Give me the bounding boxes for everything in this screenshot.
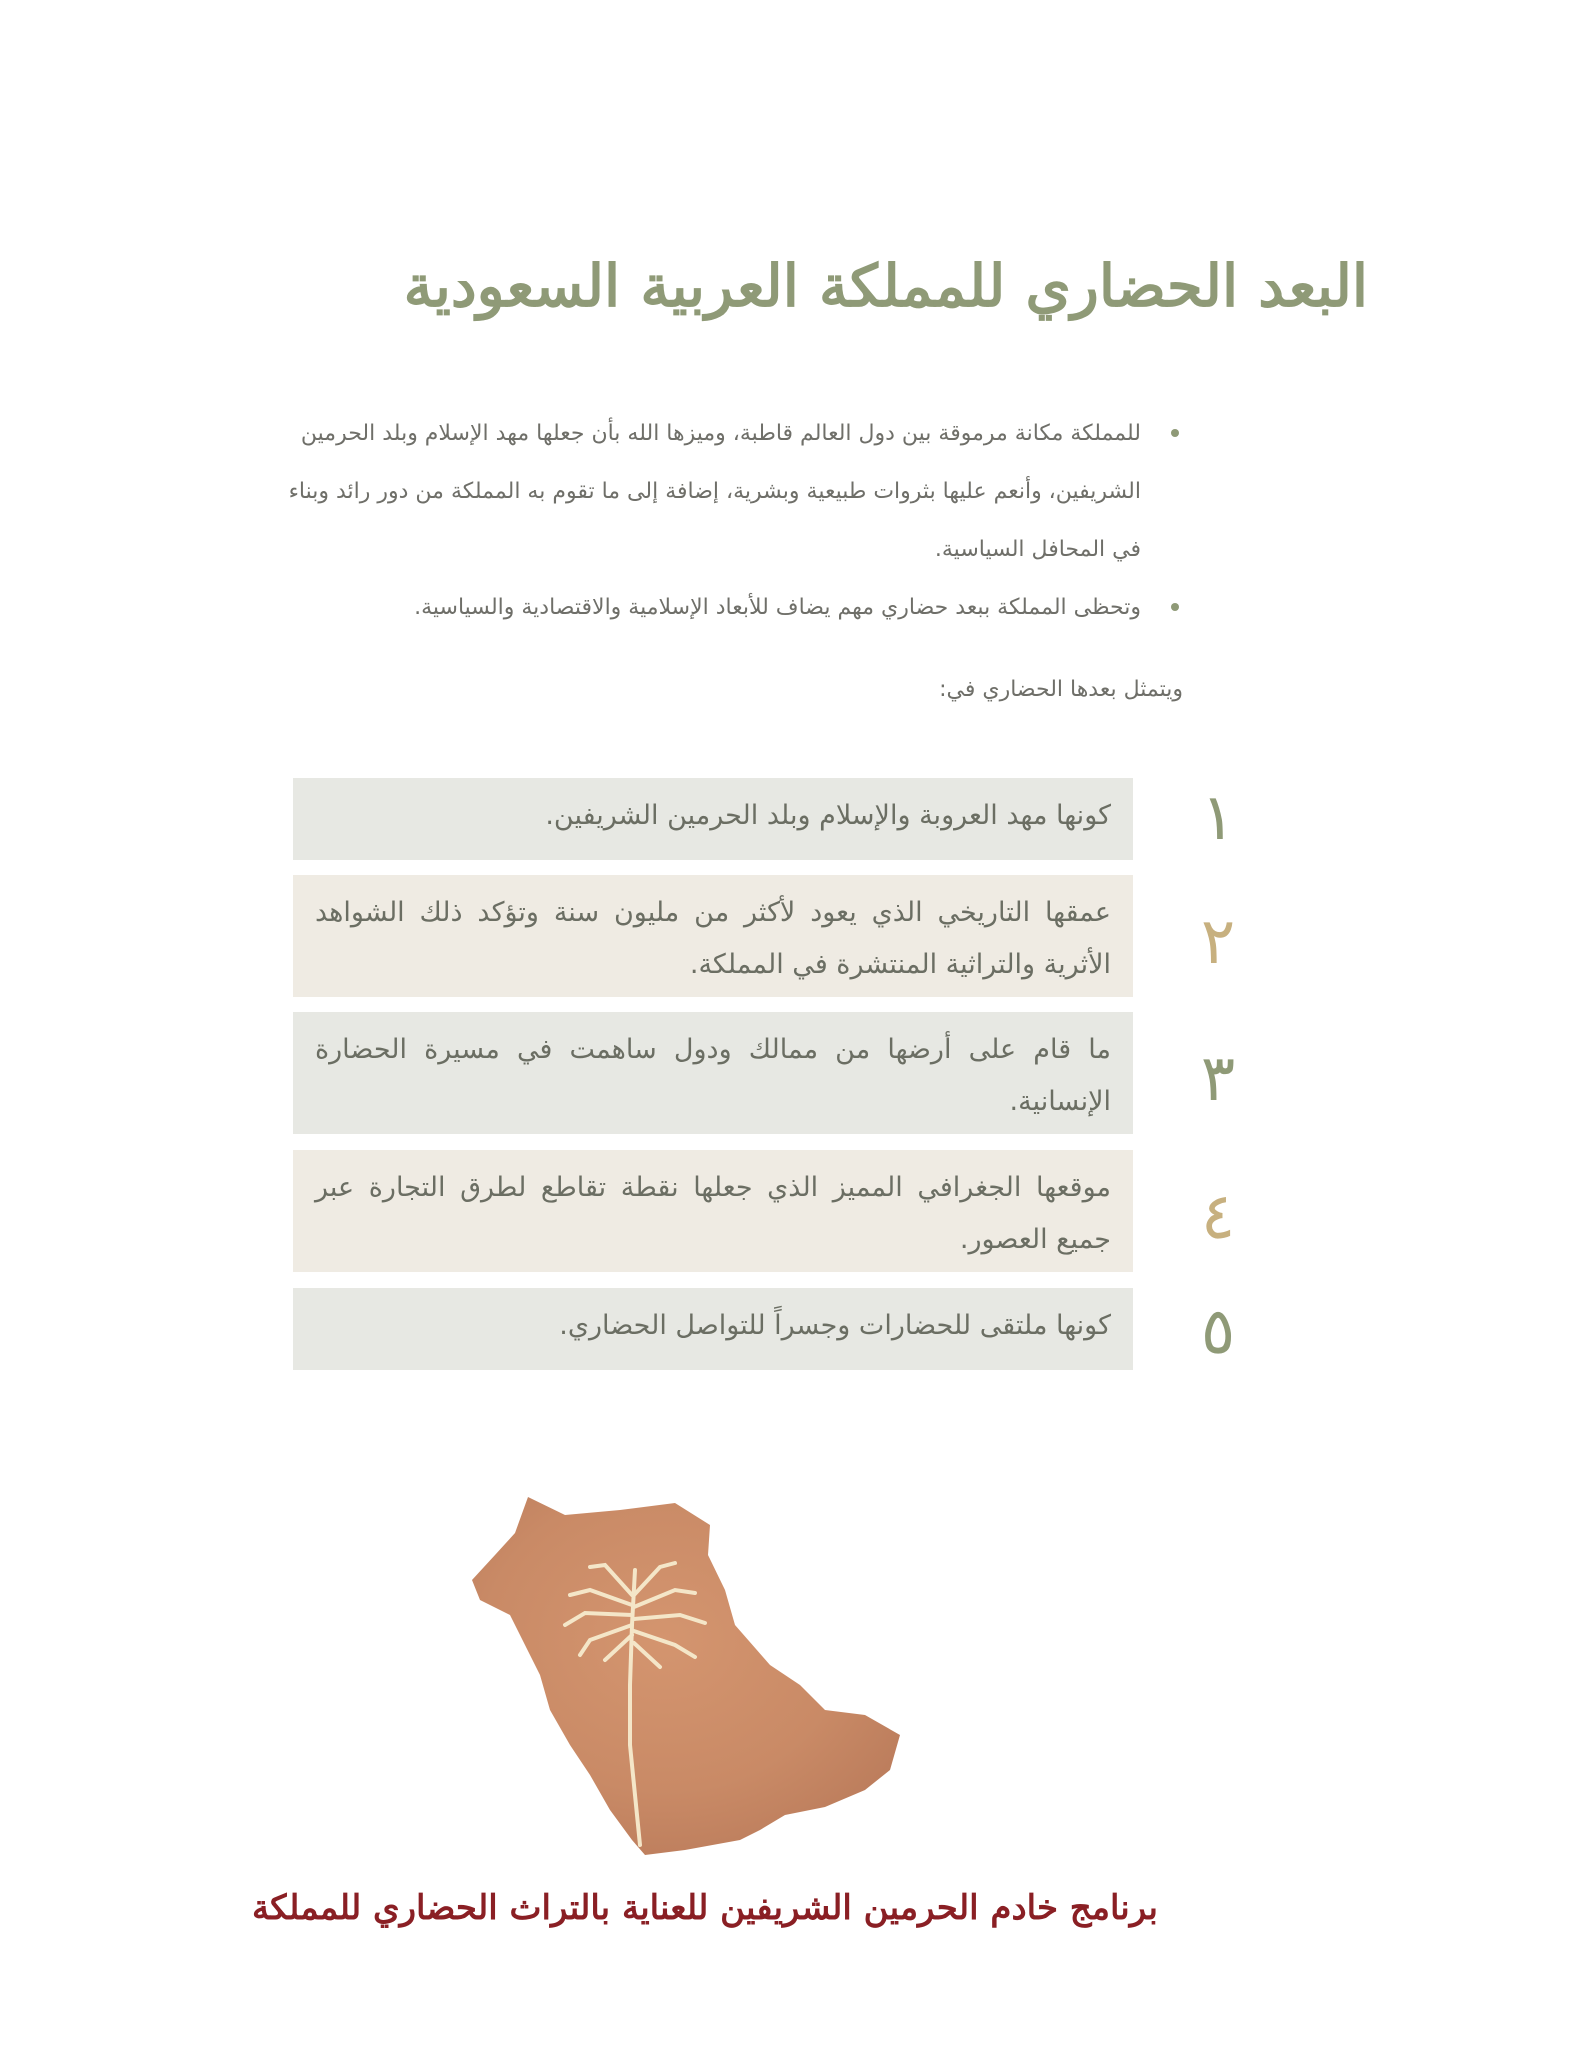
bullet-text: وتحظى المملكة ببعد حضاري مهم يضاف للأبعاد الإسلامية والاقتصادية والسياسية. [414, 595, 1141, 620]
saudi-map-rock-art-image [470, 1495, 920, 1860]
item-text: كونها ملتقى للحضارات وجسراً للتواصل الحضاري. [293, 1288, 1133, 1370]
item-text: موقعها الجغرافي المميز الذي جعلها نقطة تقاطع لطرق التجارة عبر جميع العصور. [293, 1150, 1133, 1272]
bullet-item [253, 579, 1183, 637]
page-title: البعد الحضاري للمملكة العربية السعودية [403, 252, 1368, 320]
item-number: ٤ [1200, 1180, 1236, 1254]
item-text: ما قام على أرضها من ممالك ودول ساهمت في مسيرة الحضارة الإنسانية. [293, 1012, 1133, 1134]
item-number: ١ [1200, 781, 1236, 855]
intro-text: ويتمثل بعدها الحضاري في: [939, 677, 1183, 702]
bullet-item [253, 405, 1183, 579]
bullet-list [253, 405, 1183, 637]
item-text: عمقها التاريخي الذي يعود لأكثر من مليون سنة وتؤكد ذلك الشواهد الأثرية والتراثية المنتشرة في المملكة. [293, 875, 1133, 997]
item-number: ٢ [1200, 905, 1236, 979]
item-number: ٣ [1200, 1042, 1236, 1116]
program-footer: برنامج خادم الحرمين الشريفين للعناية بالتراث الحضاري للمملكة [252, 1888, 1158, 1928]
bullet-dot-icon [1171, 429, 1179, 437]
bullet-dot-icon [1171, 603, 1179, 611]
item-number: ٥ [1200, 1295, 1236, 1369]
item-text: كونها مهد العروبة والإسلام وبلد الحرمين الشريفين. [293, 778, 1133, 860]
map-shape [472, 1497, 900, 1855]
bullet-text: للمملكة مكانة مرموقة بين دول العالم قاطبة، وميزها الله بأن جعلها مهد الإسلام وبلد الحرمين الشريفين، وأنعم عليها بثروات طبيعية وبشرية، إضافة إلى ما تقوم به المملكة من دور رائد وبناء في المحافل السياسية. [288, 421, 1141, 562]
